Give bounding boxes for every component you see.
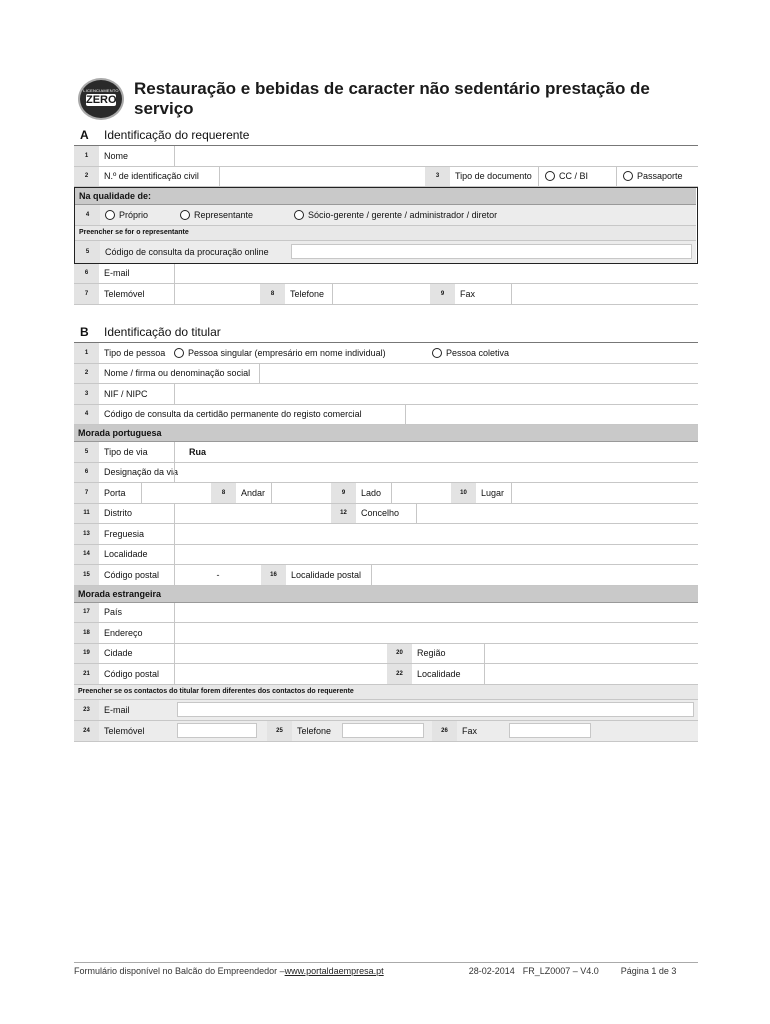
- row-nome-firma: [74, 364, 698, 385]
- postal-separator: -: [216, 569, 220, 580]
- option-label: Próprio: [119, 209, 149, 220]
- fax-titular-field[interactable]: [509, 723, 591, 738]
- row-number: 16: [261, 565, 286, 585]
- label-email-titular: E-mail: [104, 704, 130, 715]
- label-freguesia: Freguesia: [104, 528, 145, 539]
- tipo-via-field[interactable]: Rua: [174, 442, 698, 462]
- row-endereco: [74, 623, 698, 644]
- row-number: 22: [387, 664, 412, 684]
- row-number: 1: [74, 146, 99, 166]
- label-codigo-procuracao: Código de consulta da procuração online: [105, 246, 269, 257]
- footer-link[interactable]: www.portaldaempresa.pt: [284, 966, 384, 976]
- label-telefone-titular: Telefone: [297, 725, 332, 736]
- codigo-procuracao-wrap: [291, 241, 696, 263]
- row-codigo-postal: [74, 565, 698, 586]
- pais-field[interactable]: [174, 603, 698, 623]
- row-number: 17: [74, 603, 99, 623]
- row-number: 2: [74, 364, 99, 384]
- row-number: 14: [74, 545, 99, 565]
- qualidade-header: Na qualidade de:: [75, 188, 696, 205]
- label-lado: Lado: [361, 487, 382, 498]
- telemovel-field[interactable]: [174, 284, 260, 304]
- row-number: 2: [74, 167, 99, 187]
- radio-icon[interactable]: [294, 210, 304, 220]
- lugar-field[interactable]: [511, 483, 698, 503]
- qualidade-block: [74, 187, 698, 264]
- label-identificacao-civil: N.º de identificação civil: [104, 171, 199, 182]
- radio-icon[interactable]: [432, 348, 442, 358]
- row-number: 5: [74, 442, 99, 462]
- label-fax-titular: Fax: [462, 725, 478, 736]
- andar-field[interactable]: [271, 483, 331, 503]
- section-a-title: [80, 127, 249, 143]
- label-nif: NIF / NIPC: [104, 388, 148, 399]
- label-codigo-postal: Código postal: [104, 569, 160, 580]
- row-email-titular: [74, 700, 698, 721]
- label-concelho: Concelho: [361, 508, 400, 519]
- option-socio-gerente[interactable]: [294, 205, 497, 225]
- label-porta: Porta: [104, 487, 126, 498]
- row-number: 11: [74, 504, 99, 524]
- concelho-field[interactable]: [416, 504, 698, 524]
- telemovel-titular-wrap: [177, 721, 267, 741]
- option-label: Passaporte: [637, 171, 683, 182]
- localidade-ext-field[interactable]: [484, 664, 698, 684]
- label-pais: País: [104, 607, 123, 618]
- radio-icon[interactable]: [174, 348, 184, 358]
- localidade-field[interactable]: [174, 545, 698, 565]
- document-header: [78, 78, 698, 120]
- lado-field[interactable]: [391, 483, 451, 503]
- label-tipo-documento: Tipo de documento: [455, 171, 532, 182]
- radio-icon[interactable]: [105, 210, 115, 220]
- footer-code: FR_LZ0007 – V4.0: [522, 966, 599, 976]
- row-pais: [74, 603, 698, 624]
- row-number: 6: [74, 463, 99, 483]
- row-number: 4: [75, 205, 100, 225]
- label-codigo-postal-ext: Código postal: [104, 668, 160, 679]
- identificacao-civil-field[interactable]: [219, 167, 425, 187]
- row-cidade: [74, 644, 698, 665]
- row-number: 19: [74, 644, 99, 664]
- telefone-titular-field[interactable]: [342, 723, 424, 738]
- footer-date: 28-02-2014: [468, 966, 515, 976]
- footer-page: Página 1 de 3: [620, 966, 677, 976]
- fax-field[interactable]: [511, 284, 698, 304]
- telefone-titular-wrap: [342, 721, 432, 741]
- nome-field[interactable]: [174, 146, 698, 166]
- row-distrito: [74, 504, 698, 525]
- section-b-title: [80, 324, 221, 340]
- row-number: 18: [74, 623, 99, 643]
- row-number: 8: [260, 284, 285, 304]
- option-label: Pessoa singular (empresário em nome individual): [188, 347, 386, 358]
- row-number: 10: [451, 483, 476, 503]
- row-nome: [74, 146, 698, 167]
- row-number: 7: [74, 483, 99, 503]
- row-number: 3: [425, 167, 450, 187]
- row-number: 20: [387, 644, 412, 664]
- row-number: 12: [331, 504, 356, 524]
- label-lugar: Lugar: [481, 487, 505, 498]
- label-distrito: Distrito: [104, 508, 133, 519]
- fax-titular-wrap: [509, 721, 698, 741]
- email-titular-wrap: [177, 700, 698, 720]
- row-number: 6: [74, 264, 99, 284]
- label-localidade-ext: Localidade: [417, 668, 461, 679]
- freguesia-field[interactable]: [174, 524, 698, 544]
- row-tipo-pessoa: [74, 343, 698, 364]
- codigo-certidao-field[interactable]: [405, 405, 698, 425]
- label-tipo-pessoa: Tipo de pessoa: [104, 347, 166, 358]
- row-porta: [74, 483, 698, 504]
- row-number: 21: [74, 664, 99, 684]
- page-title: Restauração e bebidas de caracter não sedentário prestação de serviço: [134, 79, 650, 118]
- label-cidade: Cidade: [104, 648, 133, 659]
- telefone-field[interactable]: [332, 284, 430, 304]
- option-representante[interactable]: [180, 205, 294, 225]
- footer-prefix: Formulário disponível no Balcão do Empreendedor –: [74, 966, 285, 976]
- endereco-field[interactable]: [174, 623, 698, 643]
- row-codigo-procuracao: [75, 241, 696, 263]
- option-pessoa-coletiva[interactable]: [432, 343, 509, 363]
- row-nif: [74, 384, 698, 405]
- section-b-letter: B: [80, 325, 89, 339]
- section-a-text: Identificação do requerente: [104, 128, 250, 142]
- nif-field[interactable]: [174, 384, 698, 404]
- page-footer: [74, 962, 698, 976]
- logo-big-text: ZERO: [86, 94, 117, 106]
- label-regiao: Região: [417, 648, 446, 659]
- label-localidade-postal: Localidade postal: [291, 569, 362, 580]
- row-number: 24: [74, 721, 99, 741]
- row-number: 9: [430, 284, 455, 304]
- section-a-letter: A: [80, 128, 89, 142]
- morada-estrangeira-header: Morada estrangeira: [74, 586, 698, 603]
- note-contactos-titular: Preencher se os contactos do titular forem diferentes dos contactos do requerente: [74, 685, 698, 700]
- morada-portuguesa-header: Morada portuguesa: [74, 425, 698, 442]
- row-number: 3: [74, 384, 99, 404]
- row-codigo-certidao: [74, 405, 698, 426]
- label-email: E-mail: [104, 268, 130, 279]
- row-number: 1: [74, 343, 99, 363]
- row-qualidade: [75, 205, 696, 226]
- label-fax: Fax: [460, 288, 476, 299]
- label-telemovel-titular: Telemóvel: [104, 725, 145, 736]
- option-label: Representante: [194, 209, 254, 220]
- label-nome-firma: Nome / firma ou denominação social: [104, 368, 251, 379]
- option-label: Pessoa coletiva: [446, 347, 510, 358]
- distrito-field[interactable]: [174, 504, 331, 524]
- option-cc-bi[interactable]: [538, 167, 616, 187]
- option-pessoa-singular[interactable]: [174, 343, 432, 363]
- row-number: 4: [74, 405, 99, 425]
- label-nome: Nome: [104, 150, 129, 161]
- row-telemovel: [74, 284, 698, 305]
- label-andar: Andar: [241, 487, 266, 498]
- email-field[interactable]: [174, 264, 698, 284]
- label-endereco: Endereço: [104, 627, 143, 638]
- section-b-form: [74, 342, 698, 742]
- designacao-via-field[interactable]: [174, 463, 698, 483]
- codigo-postal-ext-field[interactable]: [174, 664, 387, 684]
- localidade-postal-field[interactable]: [371, 565, 698, 585]
- row-number: 7: [74, 284, 99, 304]
- radio-icon[interactable]: [545, 171, 555, 181]
- cidade-field[interactable]: [174, 644, 387, 664]
- label-codigo-certidao: Código de consulta da certidão permanente do registo comercial: [104, 409, 362, 420]
- row-tipo-via: [74, 442, 698, 463]
- row-number: 26: [432, 721, 457, 741]
- row-identificacao-civil: [74, 167, 698, 188]
- row-number: 5: [75, 241, 100, 263]
- codigo-postal-field[interactable]: [174, 565, 261, 585]
- row-designacao-via: [74, 463, 698, 484]
- logo-small-text: LICENCIAMENTO: [83, 88, 119, 93]
- option-proprio[interactable]: [100, 205, 180, 225]
- option-label: Sócio-gerente / gerente / administrador / diretor: [308, 209, 498, 220]
- porta-field[interactable]: [141, 483, 211, 503]
- option-label: CC / BI: [559, 171, 589, 182]
- row-email: [74, 264, 698, 285]
- row-telemovel-titular: [74, 721, 698, 742]
- note-representante: Preencher se for o representante: [75, 226, 696, 241]
- label-localidade: Localidade: [104, 549, 148, 560]
- row-number: 15: [74, 565, 99, 585]
- option-passaporte[interactable]: [616, 167, 698, 187]
- row-number: 25: [267, 721, 292, 741]
- section-a-form: [74, 145, 698, 305]
- label-tipo-via: Tipo de via: [104, 446, 148, 457]
- row-freguesia: [74, 524, 698, 545]
- email-titular-field[interactable]: [177, 702, 694, 717]
- row-number: 9: [331, 483, 356, 503]
- row-number: 13: [74, 524, 99, 544]
- label-telemovel: Telemóvel: [104, 288, 145, 299]
- row-codigo-postal-ext: [74, 664, 698, 685]
- radio-icon[interactable]: [180, 210, 190, 220]
- telemovel-titular-field[interactable]: [177, 723, 257, 738]
- radio-icon[interactable]: [623, 171, 633, 181]
- licenciamento-zero-logo: [78, 78, 124, 120]
- regiao-field[interactable]: [484, 644, 698, 664]
- nome-firma-field[interactable]: [259, 364, 698, 384]
- section-b-text: Identificação do titular: [104, 325, 221, 339]
- row-number: 8: [211, 483, 236, 503]
- label-designacao-via: Designação da via: [104, 467, 179, 478]
- row-number: 23: [74, 700, 99, 720]
- codigo-procuracao-field[interactable]: [291, 244, 692, 259]
- row-localidade: [74, 545, 698, 566]
- label-telefone: Telefone: [290, 288, 325, 299]
